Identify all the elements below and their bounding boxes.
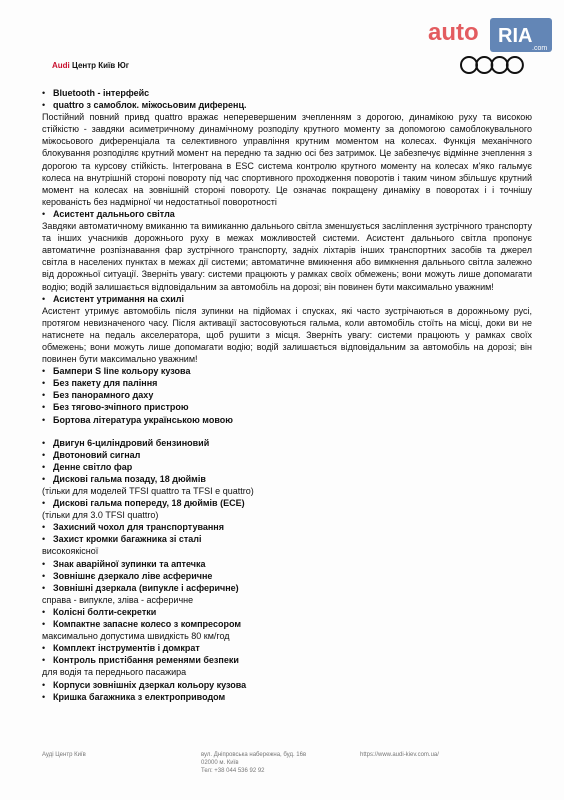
equipment-list (42, 87, 532, 703)
list-item (42, 582, 532, 594)
list-item-label: Комплект інструментів і домкрат (53, 643, 200, 654)
list-item (42, 389, 532, 401)
list-item (42, 618, 532, 630)
list-item-label: Кришка багажника з електроприводом (53, 691, 226, 702)
bullet-icon: • (42, 558, 46, 569)
list-item (42, 437, 532, 449)
list-item-label: Захист кромки багажника зі сталі (53, 534, 202, 545)
list-item (42, 449, 532, 461)
bullet-icon: • (42, 582, 46, 593)
bullet-icon: • (42, 619, 46, 630)
list-item-label: Захисний чохол для транспортування (53, 522, 224, 533)
footer-phone: Тел: +38 044 536 92 92 (201, 768, 265, 774)
list-item-note: (тільки для моделей TFSI quattro та TFSI e quattro) (42, 486, 254, 496)
list-item (42, 570, 532, 582)
bullet-icon: • (42, 534, 46, 545)
bullet-icon: • (42, 88, 46, 98)
bullet-icon: • (42, 570, 46, 581)
dealer-name-rest: Центр Київ Юг (69, 61, 130, 70)
watermark-com: .com (532, 45, 548, 52)
list-item-label: Асистент утримання на схилі (53, 293, 184, 304)
description-paragraph: Завдяки автоматичному вмиканню та вимиканню дальнього світла зменшується засліплення зустрічного транспорту та інших учасників дорожнього руху в межах можливостей системи. Асистент дальнього світла пропонує автоматичне розпізнавання фар зустрічного транспорту, задніх ліхтарів інших транспортних засобів та джерел світла в населених пунктах в межах дії системи; автоматичне вмикнення або вимкнення дальнього світла залежно від дорожньої ситуації. Зверніть увагу: системи працюють у рамках своїх обмежень; вони можуть лише допомагати водію; водій залишається відповідальним за автомобіль на дорозі; він повинен бути максимально уважним! (42, 221, 532, 292)
bullet-icon: • (42, 461, 46, 472)
list-item-label: Корпуси зовнішніх дзеркал кольору кузова (53, 679, 247, 690)
list-item (42, 99, 532, 111)
list-item-label: Дискові гальма попереду, 18 дюймів (ЕСЕ) (53, 498, 245, 509)
list-item (42, 691, 532, 703)
list-item-label: Компактне запасне колесо з компресором (53, 619, 241, 630)
description-paragraph: Постійний повний привд quattro вражає неперевершеним зчепленням з дорогою, динамікою руху та високою стійкістю - завдяки асиметричному динамічному розподілу крутного моменту за допомогою самоблокувального міжосьового диференціала та селективного управління крутним моментом на колесах. Функція механічного блокування розподіляє крутний момент на передню та задню осі без затримок. Це забезпечує відмінне зчеплення з дорогою та курсову стійкість. Інтегрована в ESC система контролю крутного моменту на колесах м'яко гальмує колеса на внутрішній стороні повороту під час спортивного проходження поворотів і таким чином збільшує крутний момент на колесах на зовнішній стороні повороту. Це означає покращену динаміку в поворотах і і точнішу керованість без надмірної чи недостатньої поворотності (42, 112, 532, 207)
bullet-icon: • (42, 606, 46, 617)
list-item-label: Двигун 6-циліндровий бензиновий (53, 437, 210, 448)
bullet-icon: • (42, 449, 46, 460)
list-item (42, 401, 532, 413)
list-item (42, 679, 532, 691)
list-item (42, 558, 532, 570)
list-item (42, 654, 532, 666)
watermark-ria: RIA (498, 25, 533, 47)
list-item (42, 497, 532, 509)
bullet-icon: • (42, 679, 46, 690)
list-item-label: Без тягово-зчіпного пристрою (53, 402, 189, 413)
list-item-label: Двотоновий сигнал (53, 449, 141, 460)
bullet-icon: • (42, 643, 46, 654)
bullet-icon: • (42, 437, 46, 448)
list-item-note: високоякісної (42, 546, 99, 557)
list-item-label: Без пакету для паління (53, 378, 158, 389)
list-item (42, 461, 532, 473)
list-item-label: Зовнішні дзеркала (випукле і асферичне) (53, 582, 239, 593)
list-item-note: максимально допустима швидкість 80 км/год (42, 631, 230, 642)
bullet-icon: • (42, 473, 46, 484)
footer-address (201, 751, 306, 775)
bullet-icon: • (42, 100, 46, 111)
section-gap (42, 426, 532, 437)
list-item (42, 521, 532, 533)
description-paragraph: Асистент утримує автомобіль після зупинки на підйомах і спусках, які часто зустрічаються в дорожньому русі, протягом невизначеного часу. Після активації застосовуються гальма, коли автомобіль стоїть на місці, доки ви не натиснете на педаль акселератора, щоб рушити з місця. Зверніть увагу: системи працюють у рамках своїх обмежень; вони можуть лише допомагати водію; водій залишається відповідальним за автомобіль на дорозі; він повинен бути максимально уважним! (42, 305, 532, 365)
list-item (42, 606, 532, 618)
list-item-note: для водія та переднього пасажира (42, 667, 187, 678)
list-item-note: (тільки для 3.0 TFSI quattro) (42, 510, 159, 521)
list-item-label: Колісні болти-секретки (53, 606, 157, 617)
list-item (42, 642, 532, 654)
footer-company: Ауді Центр Київ (42, 752, 86, 758)
list-item (42, 293, 532, 305)
list-item-label: Асистент дальнього світла (53, 208, 175, 219)
list-item-label: Знак аварійної зупинки та аптечка (53, 558, 206, 569)
list-item-label: Бампери S line кольору кузова (53, 366, 191, 377)
list-item (42, 87, 532, 99)
bullet-icon: • (42, 498, 46, 509)
bullet-icon: • (42, 378, 46, 389)
list-item (42, 208, 532, 220)
list-item-label: Бортова література українською мовою (53, 414, 233, 425)
bullet-icon: • (42, 208, 46, 219)
bullet-icon: • (42, 293, 46, 304)
list-item-label: quattro з самоблок. міжосьовим диференц. (53, 100, 247, 111)
list-item-label: Контроль пристібання ременями безпеки (53, 655, 239, 666)
bullet-icon: • (42, 366, 46, 377)
bullet-icon: • (42, 390, 46, 401)
list-item-label: Без панорамного даху (53, 390, 154, 401)
list-item (42, 365, 532, 377)
footer-website[interactable]: https://www.audi-kiev.com.ua/ (360, 752, 439, 758)
bullet-icon: • (42, 402, 46, 413)
list-item (42, 414, 532, 426)
autoria-watermark (422, 10, 556, 60)
dealer-name-accent: Audi (52, 61, 70, 70)
list-item-label: Bluetooth - інтерфейс (53, 88, 150, 98)
watermark-auto: auto (428, 19, 479, 46)
bullet-icon: • (42, 522, 46, 533)
dealer-name (52, 61, 129, 70)
list-item (42, 377, 532, 389)
footer-address-line1: вул. Дніпровська набережна, буд. 16в (201, 752, 307, 758)
bullet-icon: • (42, 414, 46, 425)
footer-address-line2: 02000 м. Київ (201, 760, 239, 766)
list-item-note: справа - випукле, зліва - асферичне (42, 594, 194, 605)
list-item (42, 533, 532, 545)
list-item (42, 473, 532, 485)
list-item-label: Денне світло фар (53, 461, 133, 472)
bullet-icon: • (42, 691, 46, 702)
list-item-label: Зовнішнє дзеркало ліве асферичне (53, 570, 213, 581)
list-item-label: Дискові гальма позаду, 18 дюймів (53, 473, 206, 484)
bullet-icon: • (42, 655, 46, 666)
